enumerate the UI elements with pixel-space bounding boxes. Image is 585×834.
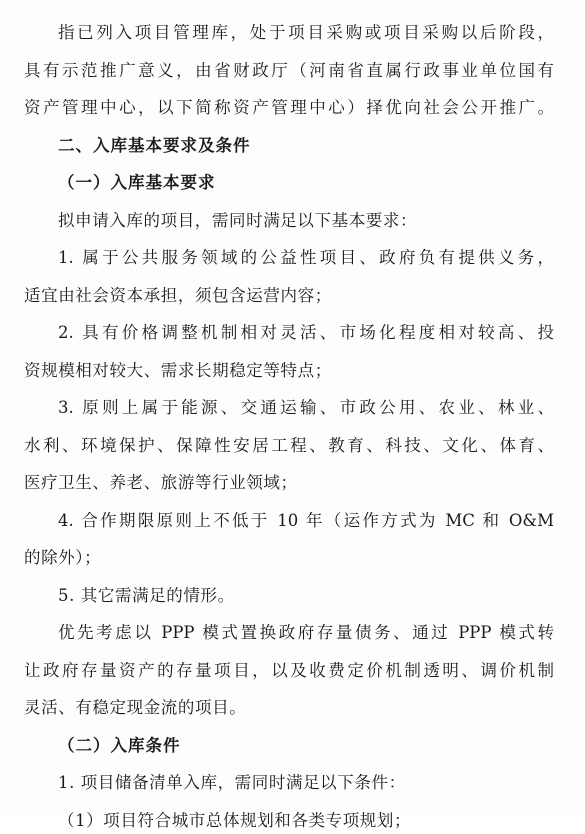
- text-line: 4. 合作期限原则上不低于 10 年（运作方式为 MC 和 O&M: [58, 511, 554, 530]
- text-line: 具有示范推广意义，由省财政厅（河南省直属行政事业单位国有: [24, 61, 554, 80]
- text-line: 的除外）；: [24, 548, 102, 567]
- text-line: 适宜由社会资本承担，须包含运营内容；: [24, 286, 332, 305]
- text-line: 1. 属于公共服务领域的公益性项目、政府负有提供义务，: [58, 248, 554, 267]
- text-line: 资规模相对较大、需求长期稳定等特点；: [24, 361, 332, 380]
- text-line: 资产管理中心，以下简称资产管理中心）择优向社会公开推广。: [24, 98, 554, 117]
- section-heading: 二、入库基本要求及条件: [58, 136, 251, 155]
- text-line: 指已列入项目管理库，处于项目采购或项目采购以后阶段，: [58, 23, 554, 42]
- text-line: 拟申请入库的项目，需同时满足以下基本要求：: [58, 211, 418, 230]
- text-line: 5. 其它需满足的情形。: [58, 586, 235, 605]
- text-line: 1. 项目储备清单入库，需同时满足以下条件：: [58, 773, 406, 792]
- subsection-heading: （一）入库基本要求: [58, 173, 216, 192]
- text-line: 医疗卫生、养老、旅游等行业领域；: [24, 473, 298, 492]
- text-line: 优先考虑以 PPP 模式置换政府存量债务、通过 PPP 模式转: [58, 623, 554, 642]
- text-line: （1）项目符合城市总体规划和各类专项规划；: [58, 811, 412, 830]
- text-line: 灵活、有稳定现金流的项目。: [24, 698, 247, 717]
- text-line: 让政府存量资产的存量项目，以及收费定价机制透明、调价机制: [24, 661, 554, 680]
- subsection-heading: （二）入库条件: [58, 736, 181, 755]
- text-line: 2. 具有价格调整机制相对灵活、市场化程度相对较高、投: [58, 323, 554, 342]
- text-line: 3. 原则上属于能源、交通运输、市政公用、农业、林业、: [58, 398, 554, 417]
- text-line: 水利、环境保护、保障性安居工程、教育、科技、文化、体育、: [24, 436, 554, 455]
